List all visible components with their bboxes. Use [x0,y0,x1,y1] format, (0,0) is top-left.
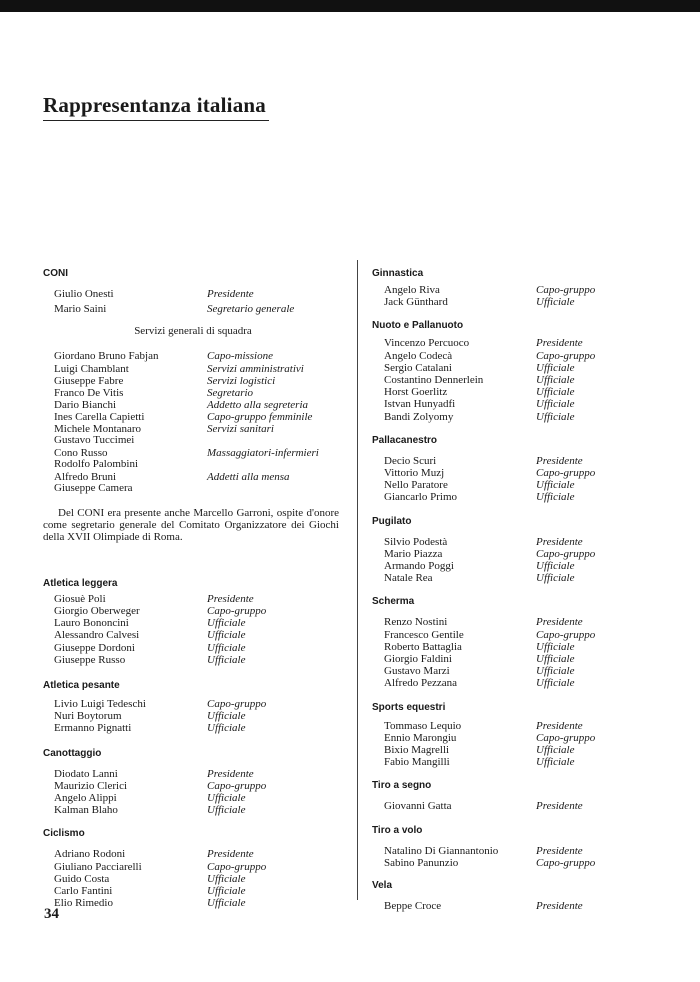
member-row [43,363,343,375]
member-name: Bandi Zolyomy [384,410,454,423]
member-row [43,399,343,411]
member-role: Capo-gruppo [207,605,267,618]
member-name: Gustavo Tuccimei [54,433,135,446]
member-list [372,536,662,585]
member-row [372,665,662,677]
member-role: Ufficiale [536,653,575,666]
member-name: Costantino Dennerlein [384,374,484,387]
member-name: Tommaso Lequio [384,719,462,732]
member-row [372,362,662,374]
member-row [372,296,662,308]
member-name: Ines Carella Capietti [54,411,145,424]
member-role: Presidente [536,719,583,732]
member-name: Giordano Bruno Fabjan [54,350,159,363]
member-row [43,698,343,710]
member-row [43,722,343,734]
member-row [43,288,343,300]
member-row [43,848,343,860]
section-canottaggio [43,748,343,817]
member-row [43,459,343,470]
member-role: Ufficiale [536,665,575,678]
member-role: Segretario [207,387,254,400]
member-name: Adriano Rodoni [54,848,126,861]
member-row [43,768,343,780]
section-nuoto-pallanuoto [372,320,662,422]
member-role: Ufficiale [536,560,575,573]
member-list [43,593,343,666]
member-name: Angelo Codecà [384,349,453,362]
member-row [372,845,662,857]
member-row [372,398,662,410]
member-name: Giorgio Oberweger [54,605,140,618]
member-role: Servizi logistici [207,374,276,387]
member-role: Ufficiale [207,792,246,805]
member-name: Giuseppe Dordoni [54,641,135,654]
section-heading: Pallacanestro [372,434,438,446]
member-role: Presidente [536,616,583,629]
member-name: Vincenzo Percuoco [384,337,470,350]
section-heading: Nuoto e Pallanuoto [372,320,464,332]
member-name: Jack Günthard [384,296,448,309]
member-role: Capo-gruppo [536,547,596,560]
member-name: Maurizio Clerici [54,779,128,792]
member-row [372,374,662,386]
member-row [372,337,662,349]
member-role: Capo-gruppo [207,779,267,792]
member-role: Ufficiale [207,872,246,885]
member-role: Capo-gruppo [536,628,596,641]
member-name: Elio Rimedio [54,897,113,910]
section-pugilato [372,516,662,585]
section-heading: CONI [43,268,68,279]
member-list [372,284,662,308]
member-row [372,857,662,869]
member-name: Alfredo Bruni [54,470,117,483]
section-sports-equestri [372,702,662,769]
section-heading: Ginnastica [372,268,424,279]
member-name: Kalman Blaho [54,804,118,817]
member-row [372,560,662,572]
member-row [372,616,662,628]
member-name: Giovanni Gatta [384,800,452,813]
member-name: Renzo Nostini [384,616,448,629]
member-role: Ufficiale [536,296,575,309]
member-role: Presidente [536,337,583,350]
member-row [43,303,343,315]
member-name: Cono Russo [54,446,108,459]
member-row [43,593,343,605]
section-heading: Tiro a volo [372,824,423,836]
member-list [372,900,662,912]
member-role: Massaggiatori-infermieri [207,446,319,459]
member-row [43,654,343,666]
member-name: Giosuè Poli [54,592,106,605]
member-name: Istvan Hunyadfi [384,398,456,411]
member-row [372,411,662,423]
member-row [43,448,343,459]
member-list [372,337,662,422]
member-role: Capo-gruppo [536,856,596,869]
member-role: Presidente [536,800,583,813]
member-name: Giuliano Pacciarelli [54,860,142,873]
member-role: Ufficiale [536,756,575,769]
member-row [43,897,343,909]
member-row [372,677,662,689]
member-role: Presidente [207,767,254,780]
member-row [43,350,343,362]
member-list [43,768,343,817]
member-name: Gustavo Marzi [384,665,450,678]
member-list [372,845,662,869]
member-role: Capo-gruppo [536,284,596,296]
member-row [372,479,662,491]
section-pallacanestro [372,435,662,504]
member-name: Angelo Alippi [54,792,117,805]
member-role: Ufficiale [207,885,246,898]
member-role: Ufficiale [536,572,575,585]
member-name: Silvio Podestà [384,535,448,548]
member-row [43,424,343,435]
member-role: Capo-gruppo [536,349,596,362]
member-role: Presidente [536,454,583,467]
member-name: Mario Saini [54,303,107,316]
member-name: Armando Poggi [384,560,454,573]
member-name: Michele Montanaro [54,422,142,435]
member-name: Giancarlo Primo [384,491,458,504]
member-row [43,375,343,387]
member-name: Franco De Vitis [54,387,124,400]
member-name: Nuri Boytorum [54,710,122,723]
member-role: Ufficiale [536,640,575,653]
member-role: Presidente [207,592,254,605]
member-row [43,435,343,446]
member-role: Ufficiale [536,386,575,399]
page-title: Rappresentanza italiana [43,93,266,117]
section-heading: Tiro a segno [372,780,432,792]
member-role: Capo-gruppo [536,731,596,744]
member-list [372,800,662,812]
member-role: Presidente [536,844,583,857]
member-name: Angelo Riva [384,284,440,296]
member-name: Giuseppe Russo [54,653,126,666]
member-role: Addetti alla mensa [207,470,290,483]
left-column [43,268,343,910]
member-role: Capo-gruppo [536,467,596,480]
member-row [372,744,662,756]
section-heading: Atletica pesante [43,680,120,692]
member-list [43,698,343,735]
member-row [372,653,662,665]
section-coni [43,268,343,544]
member-name: Bixio Magrelli [384,744,450,757]
member-list [372,720,662,769]
member-row [372,756,662,768]
section-atletica-pesante [43,680,343,735]
member-role: Ufficiale [207,804,246,817]
member-name: Carlo Fantini [54,885,113,898]
member-row [372,491,662,503]
section-heading: Pugilato [372,515,412,527]
member-role: Presidente [207,848,254,861]
member-row [372,732,662,744]
member-list [372,455,662,504]
member-row [43,861,343,873]
member-row [372,350,662,362]
member-name: Dario Bianchi [54,399,117,412]
member-name: Alessandro Calvesi [54,629,140,642]
member-role: Ufficiale [536,410,575,423]
member-role: Ufficiale [536,361,575,374]
section-ginnastica [372,268,662,308]
services-heading: Servizi generali di squadra [134,325,252,338]
member-name: Francesco Gentile [384,628,464,641]
member-name: Rodolfo Palombini [54,457,139,470]
member-role: Ufficiale [536,374,575,387]
member-row [43,387,343,399]
member-role: Ufficiale [207,710,246,723]
section-ciclismo [43,828,343,909]
member-role: Ufficiale [207,897,246,910]
member-row [372,641,662,653]
member-role: Capo-missione [207,350,273,363]
member-name: Vittorio Muzj [384,467,445,480]
member-role: Servizi amministrativi [207,362,304,375]
top-edge-bar [0,0,700,12]
member-role: Capo-gruppo femminile [207,411,313,424]
member-name: Livio Luigi Tedeschi [54,698,146,711]
section-scherma [372,596,662,689]
member-row [372,572,662,584]
member-row [372,284,662,296]
member-name: Horst Goerlitz [384,386,448,399]
section-heading: Canottaggio [43,747,102,759]
member-name: Fabio Mangilli [384,756,450,769]
member-row [372,720,662,732]
member-name: Natalino Di Giannantonio [384,844,499,857]
section-heading: Ciclismo [43,828,85,840]
member-name: Beppe Croce [384,900,442,913]
member-name: Sabino Panunzio [384,856,459,869]
member-name: Luigi Chamblant [54,362,129,375]
member-row [43,472,343,483]
member-name: Guido Costa [54,872,110,885]
member-role: Presidente [207,288,254,300]
member-role: Ufficiale [536,744,575,757]
member-role: Ufficiale [536,479,575,492]
section-heading: Sports equestri [372,701,446,713]
member-row [43,483,343,494]
member-row [43,642,343,654]
member-row [43,885,343,897]
member-name: Nello Paratore [384,479,448,492]
member-row [43,605,343,617]
member-name: Ermanno Pignatti [54,722,132,735]
member-list [372,616,662,689]
member-role: Ufficiale [207,653,246,666]
member-row [43,629,343,641]
section-atletica-leggera [43,578,343,666]
section-heading: Scherma [372,596,415,608]
coni-note: Del CONI era presente anche Marcello Garroni, ospite d'onore come segretario generale del Comitato Organizzatore dei Giochi della XVII Olimpiade di Roma. [43,506,339,544]
member-name: Giuseppe Camera [54,481,133,494]
member-role: Addetto alla segreteria [207,399,309,412]
section-vela [372,880,662,912]
title-underline [43,120,269,121]
member-row [43,411,343,423]
member-role: Segretario generale [207,303,295,316]
member-role: Capo-gruppo [207,698,267,711]
member-row [372,455,662,467]
member-row [372,386,662,398]
section-heading: Atletica leggera [43,577,118,589]
member-row [372,548,662,560]
member-list [43,848,343,909]
member-row [372,629,662,641]
member-name: Giulio Onesti [54,288,114,300]
column-divider [357,260,358,900]
section-tiro-a-volo [372,825,662,869]
member-row [43,710,343,722]
member-name: Sergio Catalani [384,361,452,374]
member-role: Presidente [536,900,583,913]
member-role: Ufficiale [536,491,575,504]
member-name: Natale Rea [384,572,433,585]
member-name: Lauro Bononcini [54,617,129,630]
member-row [372,800,662,812]
member-role: Ufficiale [207,617,246,630]
member-name: Alfredo Pezzana [384,677,457,690]
member-role: Ufficiale [207,722,246,735]
member-role: Presidente [536,535,583,548]
member-name: Giuseppe Fabre [54,374,124,387]
section-heading: Vela [372,880,393,892]
member-name: Mario Piazza [384,547,443,560]
member-role: Servizi sanitari [207,422,274,435]
member-role: Capo-gruppo [207,860,267,873]
member-name: Decio Scuri [384,454,437,467]
member-row [372,900,662,912]
member-row [43,792,343,804]
member-row [43,617,343,629]
page-number: 34 [44,906,59,922]
member-role: Ufficiale [536,677,575,690]
coni-services [43,350,343,493]
member-name: Ennio Marongiu [384,731,457,744]
right-column [372,268,662,912]
member-name: Giorgio Faldini [384,653,452,666]
coni-officers [43,288,343,315]
section-tiro-a-segno [372,780,662,812]
member-row [43,780,343,792]
member-name: Diodato Lanni [54,767,118,780]
member-row [43,873,343,885]
member-row [372,467,662,479]
member-name: Roberto Battaglia [384,640,462,653]
member-role: Ufficiale [207,629,246,642]
member-role: Ufficiale [536,398,575,411]
member-row [372,536,662,548]
member-role: Ufficiale [207,641,246,654]
member-row [43,804,343,816]
